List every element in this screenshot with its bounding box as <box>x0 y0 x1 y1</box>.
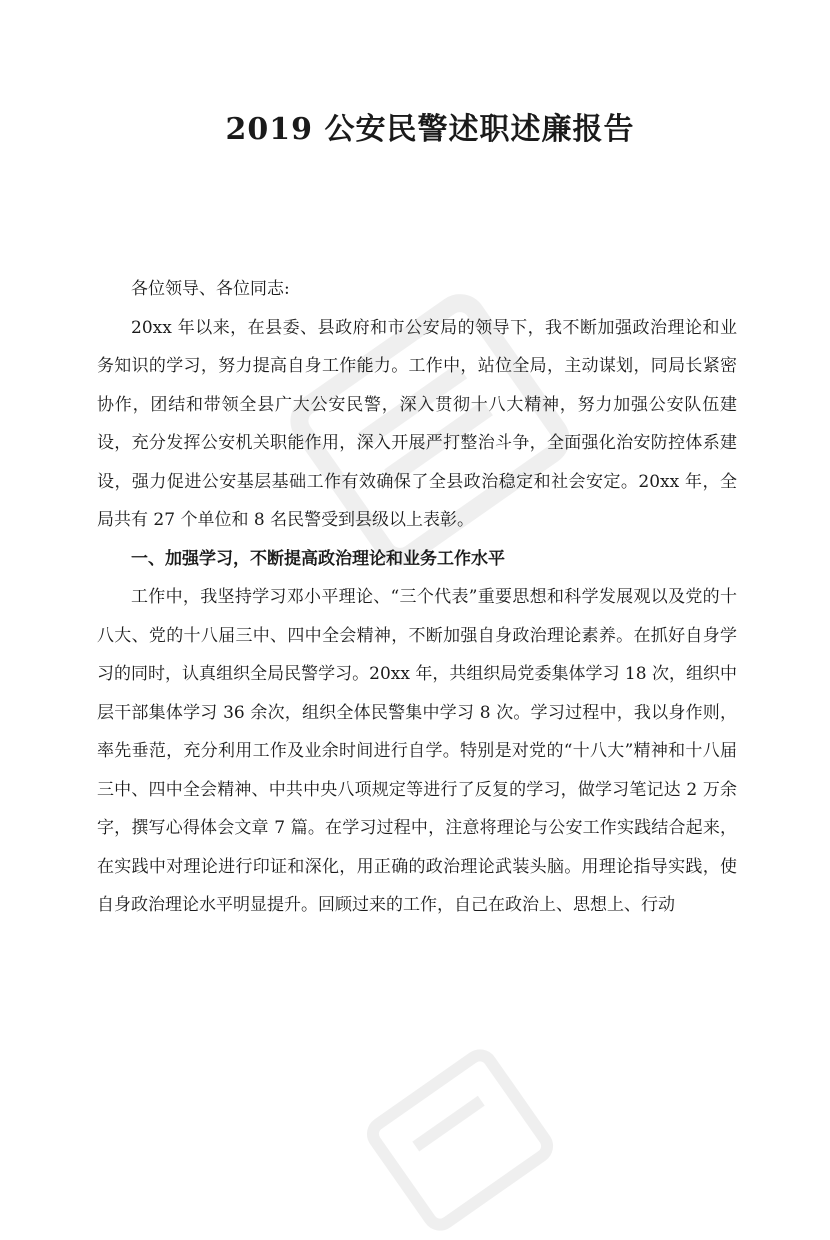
paragraph: 20xx 年以来，在县委、县政府和市公安局的领导下，我不断加强政治理论和业务知识的学习，努力提高自身工作能力。工作中，站位全局，主动谋划，同局长紧密协作，团结和带领全县广大公安民警，深入贯彻十八大精神，努力加强公安队伍建设，充分发挥公安机关职能作用，深入开展严打整治斗争，全面强化治安防控体系建设，强力促进公安基层基础工作有效确保了全县政治稳定和社会安定。20xx 年，全局共有 27 个单位和 8 名民警受到县级以上表彰。 <box>97 317 737 530</box>
salutation: 各位领导、各位同志: <box>131 279 290 299</box>
watermark-icon <box>330 1040 590 1240</box>
paragraph: 工作中，我坚持学习邓小平理论、“三个代表”重要思想和科学发展观以及党的十八大、党的十八届三中、四中全会精神，不断加强自身政治理论素养。在抓好自身学习的同时，认真组织全局民警学习。20xx 年，共组织局党委集体学习 18 次，组织中层干部集体学习 36 余次，组织全体民警集中学习 8 次。学习过程中，我以身作则，率先垂范，充分利用工作及业余时间进行自学。特别是对党的“十八大”精神和十八届三中、四中全会精神、中共中央八项规定等进行了反复的学习，做学习笔记达 2 万余字，撰写心得体会文章 7 篇。在学习过程中，注意将理论与公安工作实践结合起来，在实践中对理论进行印证和深化，用正确的政治理论武装头脑。用理论指导实践，使自身政治理论水平明显提升。回顾过来的工作，自己在政治上、思想上、行动 <box>97 587 737 915</box>
document-body <box>97 270 737 925</box>
section-heading: 一、加强学习，不断提高政治理论和业务工作水平 <box>131 548 505 569</box>
page-title: 2019 公安民警述职述廉报告 <box>225 112 635 147</box>
